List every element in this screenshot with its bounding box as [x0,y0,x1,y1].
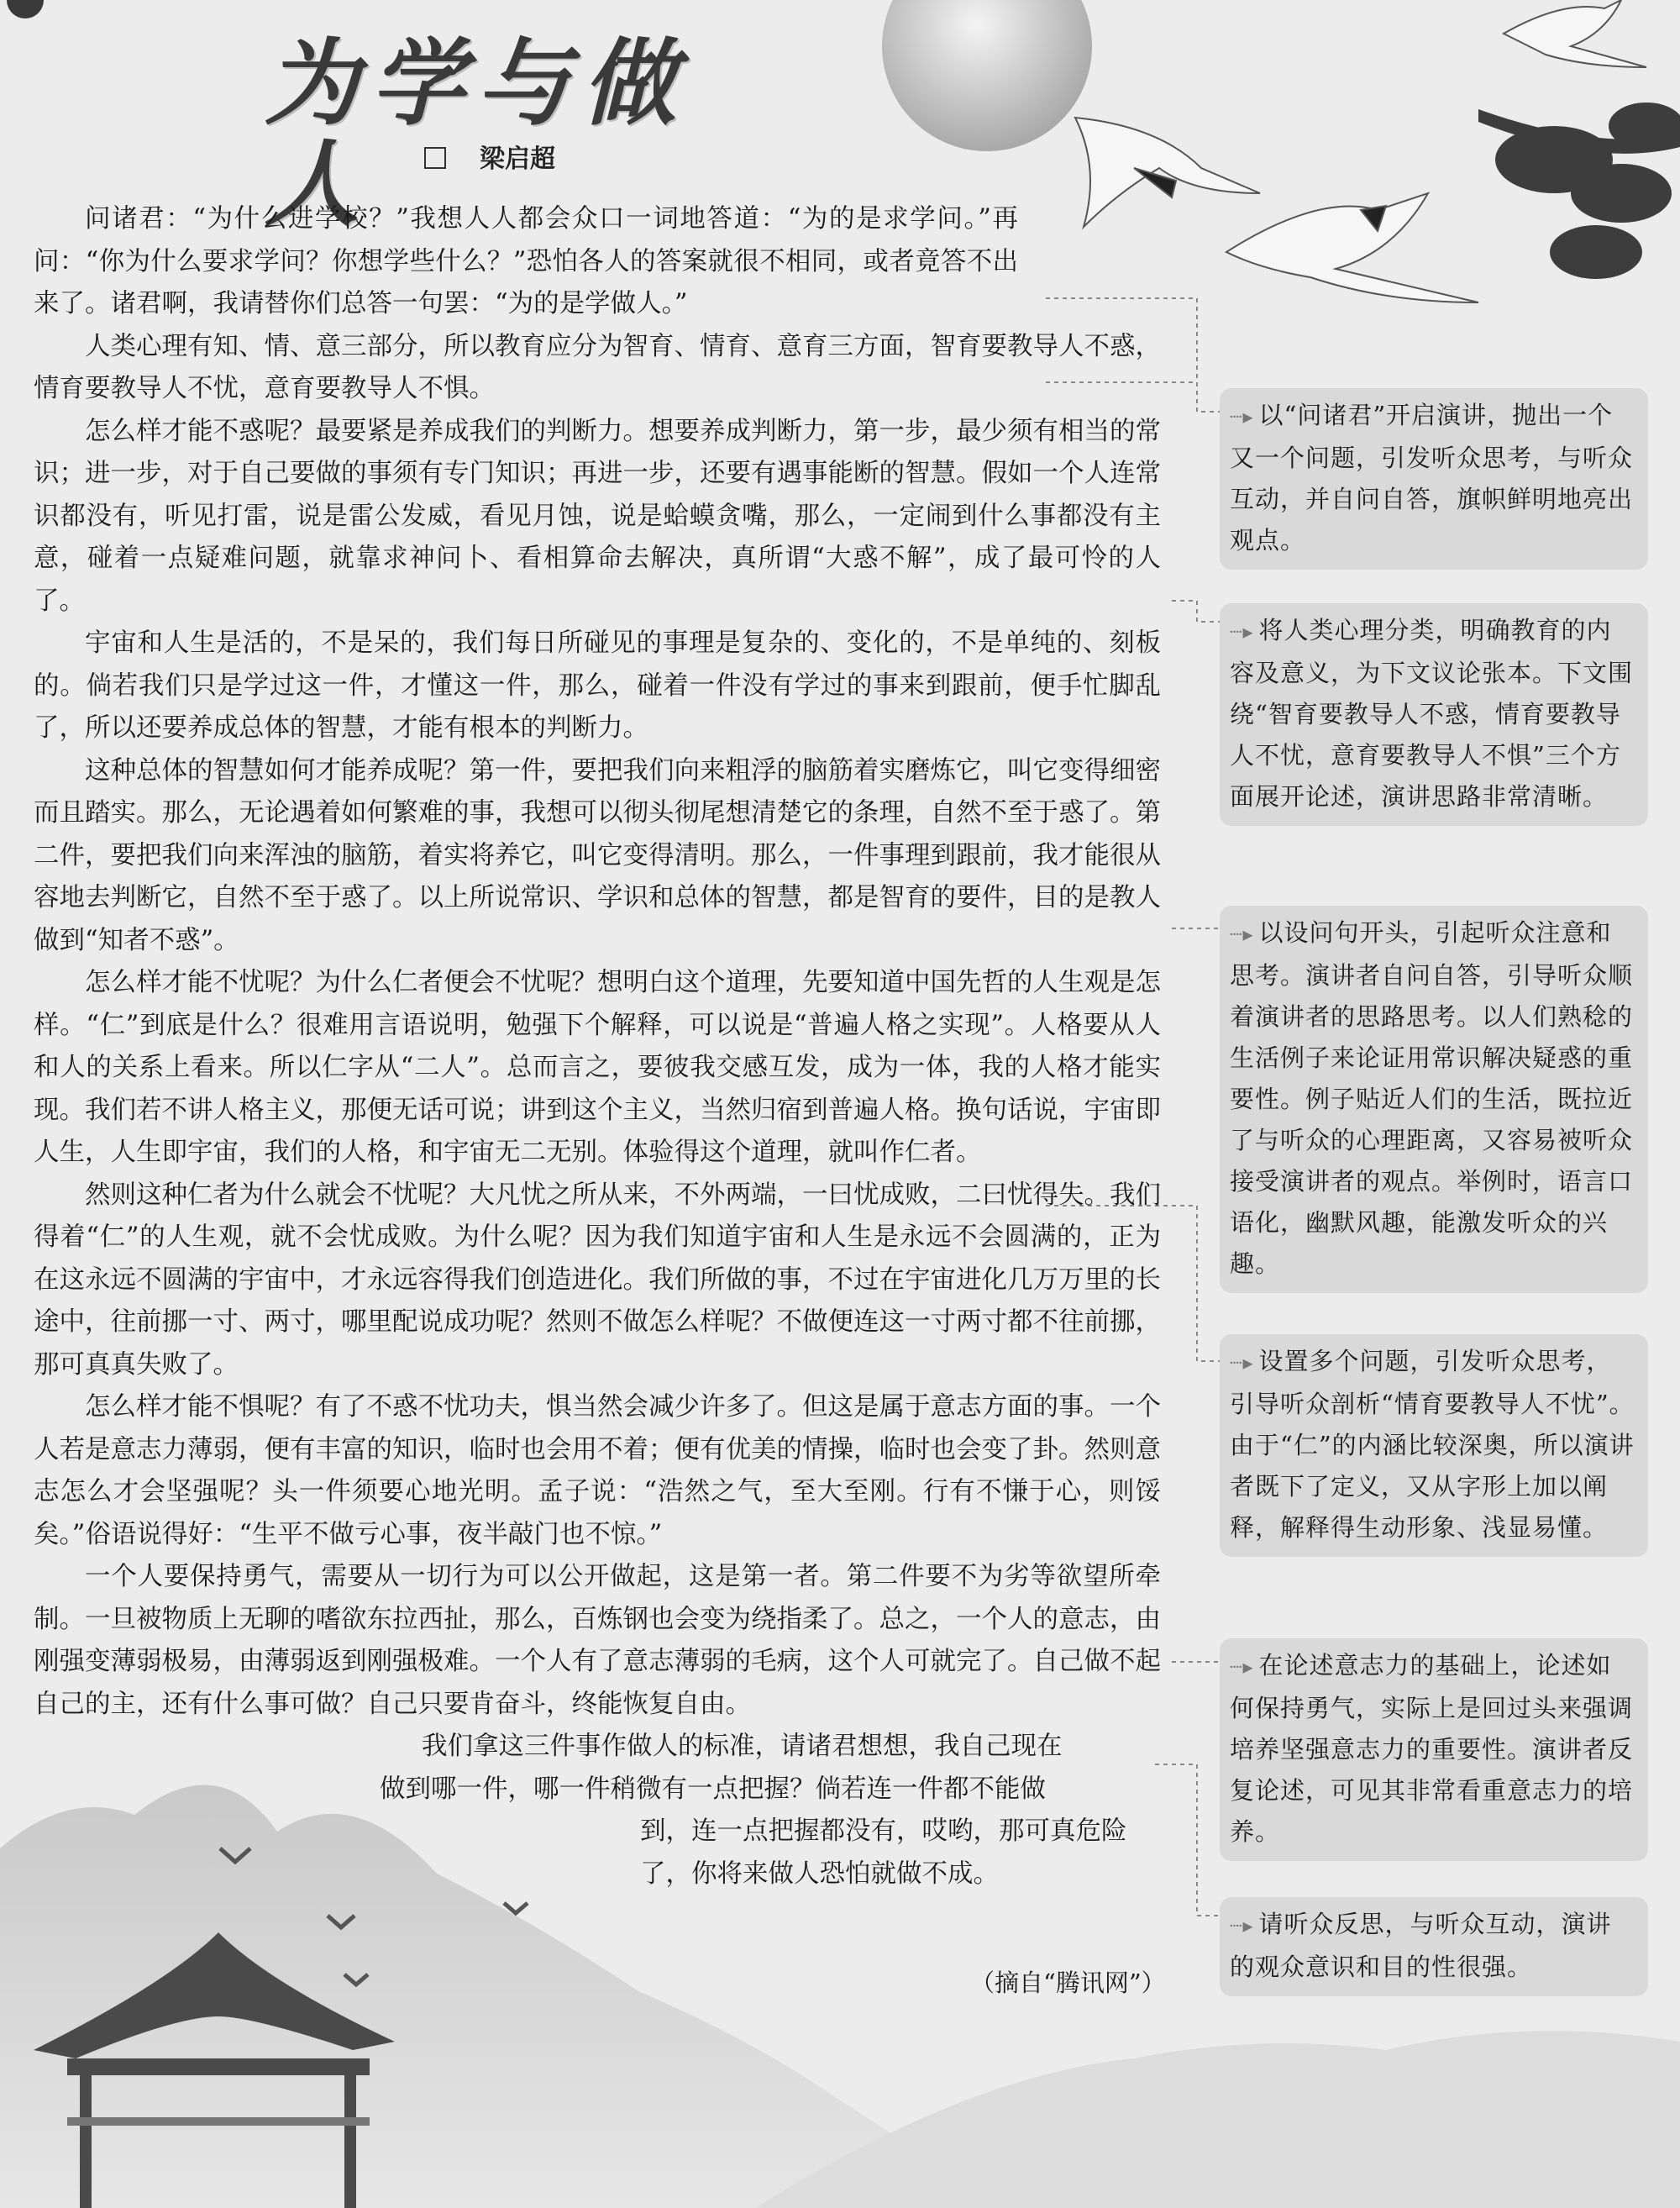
mountains-right [756,2031,1680,2208]
paragraph: 宇宙和人生是活的，不是呆的，我们每日所碰见的事理是复杂的、变化的，不是单纯的、刻板的。倘若我们只是学过这一件，才懂这一件，那么，碰着一件没有学过的事来到跟前，便手忙脚乱了，所以还要养成总体的智慧，才能有根本的判断力。 [34,628,1161,743]
annotation-note: ┈▸ 以“问诸君”开启演讲，抛出一个又一个问题，引发听众思考，与听众互动，并自问自答，旗帜鲜明地亮出观点。 [1220,388,1648,570]
paragraph: 人类心理有知、情、意三部分，所以教育应分为智育、情育、意育三方面，智育要教导人不惑，情育要教导人不忧，意育要教导人不惧。 [34,331,1161,403]
arrow-right-icon: ┈▸ [1230,405,1254,428]
closing-line: 到，连一点把握都没有，哎哟，那可真危险 [640,1816,1127,1846]
source-credit: （摘自“腾讯网”） [970,1969,1166,1997]
paragraph: 怎么样才能不忧呢？为什么仁者便会不忧呢？想明白这个道理，先要知道中国先哲的人生观是怎样。“仁”到底是什么？很难用言语说明，勉强下个解释，可以说是“普遍人格之实现”。人格要从人和人的关系上看来。所以仁字从“二人”。总而言之，要彼我交感互发，成为一体，我的人格才能实现。我们若不讲人格主义，那便无话可说；讲到这个主义，当然归宿到普遍人格。换句话说，宇宙即人生，人生即宇宙，我们的人格，和宇宙无二无别。体验得这个道理，就叫作仁者。 [34,968,1161,1167]
closing-line: 做到哪一件，哪一件稍微有一点把握？倘若连一件都不能做 [380,1774,1046,1804]
arrow-right-icon: ┈▸ [1230,620,1254,644]
paragraph: 问诸君：“为什么进学校？”我想人人都会众口一词地答道：“为的是求学问。”再问：“你为什么要求学问？你想学些什么？”恐怕各人的答案就很不相同，或者竟答不出来了。诸君啊，我请替你们总答一句罢：“为的是学做人。” [34,204,1018,318]
annotation-note: ┈▸ 在论述意志力的基础上，论述如何保持勇气，实际上是回过头来强调培养坚强意志力的重要性。演讲者反复论述，可见其非常看重意志力的培养。 [1220,1638,1648,1861]
paragraph: 然则这种仁者为什么就会不忧呢？大凡忧之所从来，不外两端，一曰忧成败，二曰忧得失。我们得着“仁”的人生观，就不会忧成败。为什么呢？因为我们知道宇宙和人生是永远不会圆满的，正为在这永远不圆满的宇宙中，才永远容得我们创造进化。我们所做的事，不过在宇宙进化几万万里的长途中，往前挪一寸、两寸，哪里配说成功呢？然则不做怎么样呢？不做便连这一寸两寸都不往前挪，那可真真失败了。 [34,1180,1161,1380]
square-icon [424,147,446,169]
byline [424,141,555,178]
paragraph: 这种总体的智慧如何才能养成呢？第一件，要把我们向来粗浮的脑筋着实磨炼它，叫它变得细密而且踏实。那么，无论遇着如何繁难的事，我想可以彻头彻尾想清楚它的条理，自然不至于惑了。第二件，要把我们向来浑浊的脑筋，着实将养它，叫它变得清明。那么，一件事理到跟前，我才能很从容地去判断它，自然不至于惑了。以上所说常识、学识和总体的智慧，都是智育的要件，目的是教人做到“知者不惑”。 [34,755,1161,955]
article-title: 为学与做人 [265,29,688,239]
corner-mark [7,0,44,18]
annotation-note: ┈▸ 以设问句开头，引起听众注意和思考。演讲者自问自答，引导听众顺着演讲者的思路思考。以人们熟稔的生活例子来论证用常识解决疑惑的重要性。例子贴近人们的生活，既拉近了与听众的心理距离，又容易被听众接受演讲者的观点。举例时，语言口语化，幽默风趣，能激发听众的兴趣。 [1220,906,1648,1293]
article-body [34,198,1161,1895]
paragraph: 怎么样才能不惧呢？有了不惑不忧功夫，惧当然会减少许多了。但这是属于意志方面的事。一个人若是意志力薄弱，便有丰富的知识，临时也会用不着；便有优美的情操，临时也会变了卦。然则意志怎么才会坚强呢？头一件须要心地光明。孟子说：“浩然之气，至大至刚。行有不慊于心，则馁矣。”俗语说得好：“生平不做亏心事，夜半敲门也不惊。” [34,1392,1161,1549]
arrow-right-icon: ┈▸ [1230,1655,1254,1679]
paragraph: 怎么样才能不惑呢？最要紧是养成我们的判断力。想要养成判断力，第一步，最少须有相当的常识；进一步，对于自己要做的事须有专门知识；再进一步，还要有遇事能断的智慧。假如一个人连常识都没有，听见打雷，说是雷公发威，看见月蚀，说是蛤蟆贪嘴，那么，一定闹到什么事都没有主意，碰着一点疑难问题，就靠求神问卜、看相算命去解决，真所谓“大惑不解”，成了最可怜的人了。 [34,416,1161,616]
closing-line: 了，你将来做人恐怕就做不成。 [640,1858,999,1889]
annotation-note: ┈▸ 将人类心理分类，明确教育的内容及意义，为下文议论张本。下文围绕“智育要教导人不惑，情育要教导人不忧，意育要教导人不惧”三个方面展开论述，演讲思路非常清晰。 [1220,603,1648,826]
paragraph: 一个人要保持勇气，需要从一切行为可以公开做起，这是第一者。第二件要不为劣等欲望所牵制。一旦被物质上无聊的嗜欲东拉西扯，那么，百炼钢也会变为绕指柔了。总之，一个人的意志，由刚强变薄弱极易，由薄弱返到刚强极难。一个人有了意志薄弱的毛病，这个人可就完了。自己做不起自己的主，还有什么事可做？自己只要肯奋斗，终能恢复自由。 [34,1562,1161,1719]
author-name: 梁启超 [480,145,555,174]
moon [882,0,1092,151]
closing-line: 我们拿这三件事作做人的标准，请诸君想想，我自己现在 [422,1732,1063,1761]
pine-branch [1478,103,1680,279]
annotation-note: ┈▸ 请听众反思，与听众互动，演讲的观众意识和目的性很强。 [1220,1897,1648,1996]
annotation-note: ┈▸ 设置多个问题，引发听众思考，引导听众剖析“情育要教导人不忧”。由于“仁”的内涵比较深奥，所以演讲者既下了定义，又从字形上加以阐释，解释得生动形象、浅显易懂。 [1220,1334,1648,1557]
arrow-right-icon: ┈▸ [1230,1351,1254,1375]
arrow-right-icon: ┈▸ [1230,1914,1254,1937]
arrow-right-icon: ┈▸ [1230,923,1254,946]
